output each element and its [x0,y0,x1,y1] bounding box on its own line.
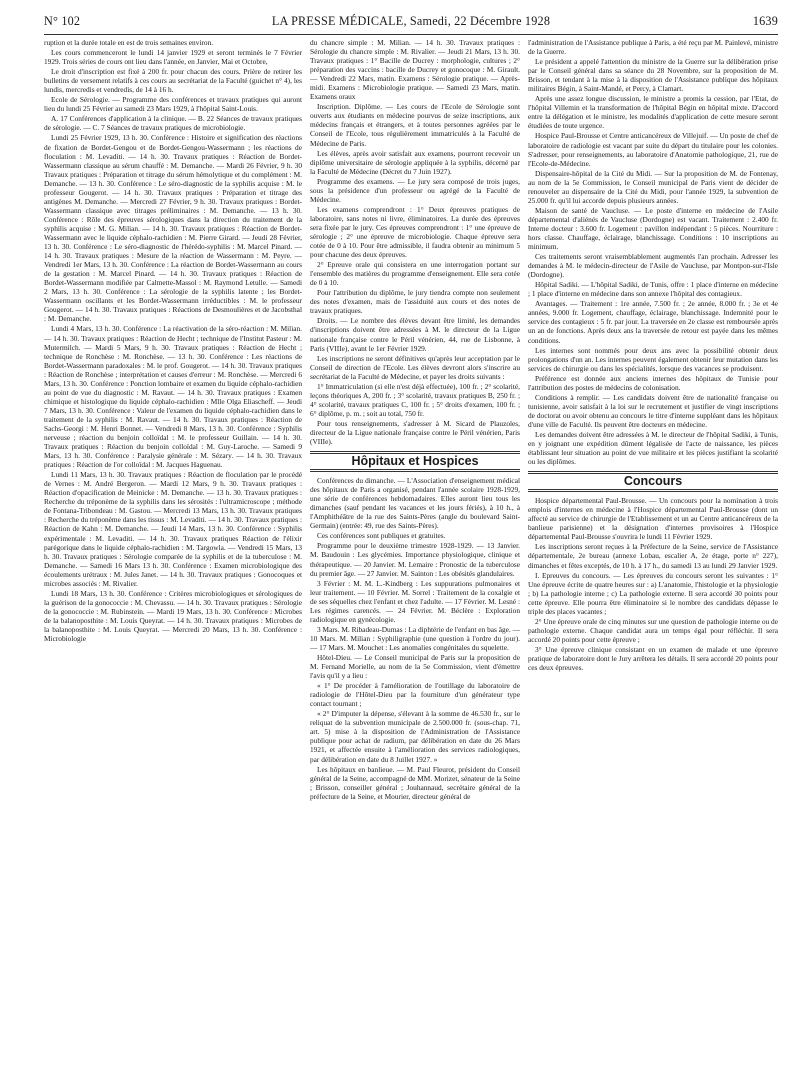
paragraph: Hospice départemental Paul-Brousse. — Un concours pour la nomination à trois emplois d'internes en médecine à l'Hospice départemental Paul-Brousse (dont un affecté au service de chirurgie de l'Etablissement et un au Centre anticancéreux de la banlieue parisienne) et la désignation d'internes provisoires à l'Hospice départemental Paul-Brousse s'ouvrira le lundi 11 Février 1929. [528,496,778,542]
column-3 [528,38,778,1078]
paragraph: Ces conférences sont publiques et gratuites. [317,531,446,541]
paragraph: Programme pour le deuxième trimestre 1928-1929. — 13 Janvier. M. Baudouin : Les glycémies. Importance physiologique, clinique et thérapeutique. — 20 Janvier. M. Lemaire : Pronostic de la tuberculose du premier âge. — 27 Janvier. M. Sainton : Les obésités glandulaires. [310,541,520,578]
paragraph: Préférence est donnée aux anciens internes des hôpitaux de Tunisie pour l'attribution des postes de médecins de colonisation. [528,373,778,392]
issue-number: N° 102 [44,14,81,28]
paragraph: I. Epreuves du concours. — Les épreuves du concours seront les suivantes : 1° Une épreuve écrite de quatre heures sur : a) L'anatomie, l'histologie et la physiologie ; b) La pathologie interne ; c) La pathologie externe. Il sera accordé 30 points pour cette épreuve. Elle pourra être éliminatoire si le nombre des candidats dépasse le triple des places vacantes ; [528,570,778,616]
paragraph: A. 17 Conférences d'application à la clinique. — B. 22 Séances de travaux pratiques de sérologie. — C. 7 Séances de travaux pratiques de microbiologie. [44,114,302,133]
paragraph: Les élèves, après avoir satisfait aux examens, pourront recevoir un diplôme universitaire de sérologie appliquée à la syphilis, décerné par la Faculté de Médecine (Décret du 7 Juin 1927). [310,148,520,176]
page-number: 1639 [752,14,778,28]
section-heading-hospitals: Hôpitaux et Hospices [310,451,520,472]
paragraph: Droits. — Le nombre des élèves devant être limité, les demandes d'inscriptions doivent être adressées à M. le directeur de la Ligue nationale française contre le Péril vénérien, 44, rue de Lisbonne, à Paris (VIIIe), avant le 1er Février 1929. [310,316,520,353]
header-rule [44,34,778,35]
paragraph: 2° Une épreuve orale de cinq minutes sur une question de pathologie interne ou de pathologie externe. Chaque candidat aura un temps égal pour réfléchir. Il sera accordé 20 points pour cette épreuve ; [528,616,778,644]
paragraph: Lundi 11 Mars, 13 h. 30. Travaux pratiques : Réaction de floculation par le procédé de Vernes : M. André Bergeron. — Mardi 12 Mars, 9 h. 30. Travaux pratiques : Réaction d'opacification de Meinicke : M. Demanche. — 13 h. 30. Travaux pratiques : Recherche du tréponème de la syphilis dans les sérosités : l'ultramicroscope ; méthode de Fontana-Tribondeau : M. Gastou. — Mercredi 13 Mars, 13 h. 30. Travaux pratiques : Recherche du tréponème dans les tissus : M. Levaditi. — 14 h. 30. Travaux pratiques : Réaction de Kahn : M. Demanche. — Jeudi 14 Mars, 13 h. 30. Conférence : Syphilis expérimentale : M. Levaditi. — 14 h. 30. Travaux pratiques Réaction de l'élixir parégorique dans le liquide céphalo-rachidien : M. Targowla. — Vendredi 15 Mars, 13 h. 30. Travaux pratiques : Sérologie comparée de la syphilis et de la tuberculose : M. Demanche. — Samedi 16 Mars 13 h. 30. Conférence : Examen microbiologique des écoulements urétraux : M. Jules Janet. — 14 h. 30. Travaux pratiques : Gonocoques et microbes associés : M. Rivalier. [44,470,302,588]
paragraph: Pour l'attribution du diplôme, le jury tiendra compte non seulement des notes d'examen, mais de l'assiduité aux cours et des notes de travaux pratiques. [310,288,520,316]
paragraph: Pour tous renseignements, s'adresser à M. Sicard de Plauzoles, directeur de la Ligue nationale française contre le Péril vénérien, Paris (VIIIe). [310,418,520,447]
paragraph: Avantages. — Traitement : 1re année, 7.500 fr. ; 2e année, 8.000 fr. ; 3e et 4e années, 9.000 fr. Logement, chauffage, éclairage, blanchissage. Indemnité pour le service des contagieux : 5 fr. par jour. La traversée en 2e classe est remboursée après un an de fonctions. Après deux ans la traversée de retour est payée dans les mêmes conditions. [528,299,778,345]
paragraph: Conférences du dimanche. — L'Association d'enseignement médical des hôpitaux de Paris a organisé, pendant l'année scolaire 1928-1929, une série de conférences hebdomadaires. Elles auront lieu tous les dimanches (sauf pendant les vacances et les jours fériés), à 10 h., à l'Amphithéâtre de la rue des Saints-Pères (angle du boulevard Saint-Germain) (entrée: 49, rue des Saints-Pères). [310,476,520,531]
paragraph: du chancre simple : M. Milian. — 14 h. 30. Travaux pratiques : Sérologie du chancre simple : M. Rivalier. — Jeudi 21 Mars, 13 h. 30. Travaux pratiques : 1° Bacille de Ducrey : morphologie, cultures ; 2° préparation des vaccins : bacille de Ducrey et gonocoque : M. Girault. — Vendredi 22 Mars, matin. Examens : Sérologie pratique. — Après-midi. Examens : Microbiologie pratique. — Samedi 23 Mars, matin. Examens oraux [310,38,520,102]
paragraph: Hôtel-Dieu. — Le Conseil municipal de Paris sur la proposition de M. Fernand Morielle, au nom de la 5e Commission, vient d'émettre l'avis qu'il y a lieu : [310,653,520,681]
paragraph: Les examens comprendront : 1° Deux épreuves pratiques de laboratoire, sans notes ni livre, éliminatoires. La durée des épreuves sera fixée par le jury. Ces épreuves comprendront : 1° une épreuve de sérologie ; 2° une épreuve de microbiologie. Chaque épreuve sera cotée de 0 à 10. Pour être admissible, il faudra obtenir au minimum 5 pour chacune des deux épreuves. [310,204,520,260]
paragraph: Ecole de Sérologie. — Programme des conférences et travaux pratiques qui auront lieu du lundi 25 Février au samedi 23 Mars 1929, à l'hôpital Saint-Louis. [44,95,302,114]
paragraph: Programme des examens. — Le jury sera composé de trois juges, sous la présidence d'un professeur ou agrégé de la Faculté de Médecine. [310,176,520,204]
paragraph: Le droit d'inscription est fixé à 200 fr. pour chacun des cours. Prière de retirer les bulletins de versement relatifs à ces cours au secrétariat de la Faculté (guichet n° 4), les lundis, mercredis et vendredis, de 14 à 16 h. [44,67,302,95]
paragraph: Les cours commenceront le lundi 14 janvier 1929 et seront terminés le 7 Février 1929. Trois séries de cours ont lieu dans l'année, en Janvier, Mai et Octobre, [44,48,302,67]
paragraph: Les inscriptions seront reçues à la Préfecture de la Seine, service de l'Assistance départementale, 2e bureau (annexe Lobau, escalier A, 2e étage, porte n° 227), dimanches et fêtes exceptés, de 10 h. à 17 h., du samedi 13 au lundi 29 Janvier 1929. [528,542,778,570]
paragraph: Inscription. Diplôme. — Les cours de l'Ecole de Sérologie sont ouverts aux étudiants en médecine pourvus de seize inscriptions, aux médecins français et étrangers, et à toutes personnes agréées par le Conseil de l'Ecole, tous régulièrement immatriculés à la Faculté de Médecine de Paris. [310,102,520,148]
paragraph: « 1° De procéder à l'amélioration de l'outillage du laboratoire de radiologie de l'Hôtel-Dieu par la fourniture d'un générateur type contact tournant ; [310,681,520,709]
paragraph: Les inscriptions ne seront définitives qu'après leur acceptation par le Conseil de direction de l'Ecole. Les élèves devront alors s'inscrire au secrétariat de la Faculté de Médecine, et payer les droits suivants : [310,353,520,381]
column-1 [44,38,302,1078]
section-heading-concours: Concours [528,471,778,492]
paragraph: Hôpital Sadiki. — L'hôpital Sadiki, de Tunis, offre : 1 place d'interne en médecine ; 1 place d'interne en médecine dans son annexe l'hôpital des contagieux. [528,280,778,299]
paragraph: Les hôpitaux en banlieue. — M. Paul Fleurot, président du Conseil général de la Seine, accompagné de MM. Morizet, sénateur de la Seine ; Brisson, conseiller général ; Jouhannaud, secrétaire général de la préfecture de la Seine, et Mourier, directeur général de [310,764,520,801]
paragraph: l'administration de l'Assistance publique à Paris, a été reçu par M. Painlevé, ministre de la Guerre. [528,38,778,57]
page-title: LA PRESSE MÉDICALE, Samedi, 22 Décembre 1928 [271,14,551,28]
paragraph: Conditions à remplir. — Les candidats doivent être de nationalité française ou tunisienne, avoir satisfait à la loi sur le recrutement et justifier de vingt inscriptions de doctorat ou avoir obtenu au concours le titre d'interne suppléant dans les hôpitaux d'une ville de Faculté. Ils peuvent être docteurs en médecine. [528,392,778,429]
paragraph: ruption et la durée totale en est de trois semaines environ. [44,38,214,47]
paragraph: Hospice Paul-Brousse et Centre anticancéreux de Villejuif. — Un poste de chef de laboratoire de radiologie est vacant par suite du départ du titulaire pour les colonies. S'adresser, pour renseignements, au laboratoire d'Anatomie pathologique, 21, rue de l'Ecole-de-Médecine. [528,131,778,168]
paragraph: Les demandes doivent être adressées à M. le directeur de l'hôpital Sadiki, à Tunis, en y joignant une expédition dûment légalisée de l'acte de naissance, les pièces établissant leur situation au point de vue militaire et les pièces justifiant la scolarité ou les diplômes. [528,429,778,467]
paragraph: 3 Février : M. M. L.-Kindberg : Les suppurations pulmonaires et leur traitement. — 10 Février. M. Sorrel : Traitement de la coxalgie et de ses séquelles chez l'enfant et chez l'adulte. — 17 Février. M. Lesné : Les régimes carencés. — 24 Février. M. Béclère : Exploration radiologique en gynécologie. [310,578,520,624]
paragraph: Lundi 18 Mars, 13 h. 30. Conférence : Critères microbiologiques et sérologiques de la guérison de la gonococcie : M. Chevassu. — 14 h. 30. Travaux pratiques : Sérologie de la gonococcie : M. Rubinstein. — Mardi 19 Mars, 13 h. 30. Conférence : Microbes de la balanoposthite : M. Louis Queyrat. — 14 h. 30. Travaux pratiques : Microbes de la balanoposthite : M. Louis Queyrat. — Mercredi 20 Mars, 13 h. 30. Conférence : Microbiologie [44,588,302,644]
paragraph: Après une assez longue discussion, le ministre a promis la cession, par l'Etat, de l'hôpital Villemin et la transformation de l'hôpital Bégin en hôpital mixte. D'accord entre la délégation et le ministre, les modalités d'application de cette mesure seront étudiées de toute urgence. [528,94,778,131]
paragraph: Dispensaire-hôpital de la Cité du Midi. — Sur la proposition de M. de Fontenay, au nom de la 5e Commission, le Conseil municipal de Paris vient de décider de renouveler au dispensaire de la Cité du Midi, pour l'année 1929, la subvention de 25.000 fr. qu'il lui accorde depuis plusieurs années. [528,168,778,205]
paragraph: Les internes sont nommés pour deux ans avec la possibilité obtenir deux prolongations d'un an. Les internes peuvent également obtenir leur mutation dans les services de chirurgie ou dans les spécialités, lorsque des vacances se produisent. [528,345,778,373]
paragraph: Le président a appelé l'attention du ministre de la Guerre sur la délibération prise par le Conseil général dans sa séance du 28 Novembre, sur la proposition de M. Brisson, et tendant à la mise à la disposition de l'Assistance publique des hôpitaux militaires Bégin, à Saint-Mandé, et Percy, à Clamart. [528,57,778,94]
paragraph: Ces traitements seront vraisemblablement augmentés l'an prochain. Adresser les demandes à M. le médecin-directeur de l'Asile de Vaucluse, par Montpon-sur-l'Isle (Dordogne). [528,252,778,280]
paragraph: « 2° D'imputer la dépense, s'élevant à la somme de 46.530 fr., sur le reliquat de la subvention municipale de 2.500.000 fr. (sous-chap. 71, art. 5) mise à la disposition de l'Administration de l'Assistance publique pour achat de radium, par délibération en date du 26 Mars 1921, et affectée ensuite à l'amélioration des services radiologiques, par délibération en date du 8 Juillet 1927. » [310,709,520,764]
paragraph: 2° Epreuve orale qui consistera en une interrogation portant sur l'ensemble des matières du programme d'enseignement. Elle sera cotée de 0 à 10. [310,260,520,288]
column-2 [310,38,520,1078]
paragraph: Lundi 4 Mars, 13 h. 30. Conférence : La réactivation de la séro-réaction : M. Milian. — 14 h. 30. Travaux pratiques : Réaction de Hecht ; technique de l'Institut Pasteur : M. Mutermilch. — Mardi 5 Mars, 9 h. 30. Travaux pratiques : Réaction de Hecht ; technique de Ronchèse : M. Ronchèse. — 13 h. 30. Conférence : Les réactions de Bordet-Wassermann paradoxales : M. le prof. Gougerot. — 14 h. 30. Travaux pratiques : Réaction de Ronchèse ; interprétation et causes d'erreur : M. Ronchèse. — Mercredi 6 Mars, 13 h. 30. Conférence : Ponction lombaire et examen du liquide céphalo-rachidien au point de vue du diagnostic : M. Ravaut. — 14 h. 30. Travaux pratiques : Examen chimique et histologique du liquide céphalo-rachidien : Mlle Olga Eliascheff. — Jeudi 7 Mars, 13 h. 30. Conférence : Valeur de l'examen du liquide céphalo-rachidien dans le traitement de la syphilis : M. Ravaut. — 14 h. 30. Travaux pratiques : Réaction de Sachs-Georgi : M. Henri Bonnet. — Vendredi 8 Mars, 13 h. 30. Conférence : Syphilis nerveuse ; réaction du benjoin colloïdal : M. le professeur Guillain. — 14 h. 30. Travaux pratiques : Réaction du benjoin colloïdal : M. Guy-Laroche. — Samedi 9 Mars, 13 h. 30. Conférence : Paralysie générale : M. Sézary. — 14 h. 30. Travaux pratiques : Réaction de l'or colloïdal : M. Jacques Haguenau. [44,324,302,470]
paragraph: Maison de santé de Vaucluse. — Le poste d'interne en médecine de l'Asile départemental d'aliénés de Vaucluse (Dordogne) est vacant. Traitement : 2.400 fr. Interne docteur : 3.600 fr. Logement : pavillon indépendant : 5 pièces. Nourriture : hors classe. Chauffage, éclairage, blanchissage. Conditions : 10 inscriptions au minimum. [528,205,778,252]
paragraph: Lundi 25 Février 1929, 13 h. 30. Conférence : Histoire et signification des réactions de fixation de Bordet-Gengou et de Bordet-Gengou-Wassermann ; les réactions de floculation : M. Levaditi. — 14 h. 30. Travaux pratiques : Réaction de Bordet-Wassermann classique au sérum chauffé : M. Demanche. — Mardi 26 Février, 9 h. 30 Travaux pratiques : Préparation et titrage du sérum hémolytique et du complément : M. Demanche. — 13 h. 30. Conférence : Le séro-diagnostic de la syphilis acquise : M. le professeur Gougerot. — 14 h. 30. Travaux pratiques : Préparation et titrage des antigènes M. Demanche. — Mercredi 27 Février, 9 h. 30. Travaux pratiques : Bordet-Wassermann classique avec titrages préliminaires : M. Demanche. — 13 h. 30. Conférence : Rôle des épreuves sérologiques dans la direction du traitement de la syphilis acquise : M. G. Milian. — 14 h. 30. Travaux pratiques : Réaction de Bordet-Wassermann avec le liquide céphalo-rachidien : M. Pierre Girard. — Jeudi 28 Février, 13 h. 30. Conférence : Le séro-diagnostic de l'hérédo-syphilis : M. Marcel Pinard. — 14 h. 30. Travaux pratiques : Mesure de la réaction de Wassermann : M. Peyre. — Vendredi 1er Mars, 13 h. 30. Conférence : La réaction de Bordet-Wassermann au cours de la gestation : M. Marcel Pinard. — 14 h. 30. Travaux pratiques : Réaction de Bordet-Wassermann modifiée par Calmette-Massol : M. Raymond Letulle. — Samedi 2 Mars, 13 h. 30. Conférence : La sérologie de la syphilis latente ; les Bordet-Wassermann oscillants et les Bordet-Wassermann irréductibles : M. le professeur Gougerot. — 14 h. 30. Travaux pratiques : Réactions de Desmoulières et de Jacobsthal : M. Demanche. [44,133,302,324]
paragraph: 1° Immatriculation (si elle n'est déjà effectuée), 100 fr. ; 2° scolarité, leçons théoriques A, 200 fr. ; 3° scolarité, travaux pratiques B, 250 fr. ; 4° scolarité, travaux pratiques C, 100 fr. ; 5° droits d'examen, 100 fr. ; 6° diplôme, p. m. ; soit au total, 750 fr. [310,381,520,418]
page-header [44,14,778,32]
paragraph: 3 Mars. M. Ribadeau-Dumas : La diphtérie de l'enfant en bas âge. — 10 Mars. M. Milian : Syphiligraphie (une question à l'ordre du jour). — 17 Mars. M. Mouchet : Les anomalies congénitales du squelette. [310,624,520,652]
paragraph: 3° Une épreuve clinique consistant en un examen de malade et une épreuve pratique de laboratoire dont le Jury arrêtera les détails. Il sera accordé 20 points pour ces deux épreuves. [528,644,778,673]
